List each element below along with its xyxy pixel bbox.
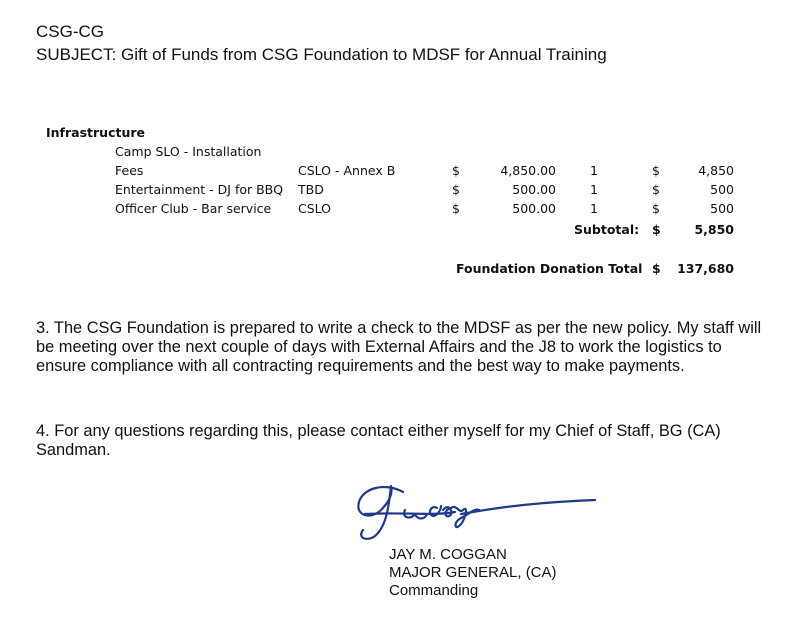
currency-symbol: $	[652, 163, 660, 178]
unit-cost: 500.00	[512, 182, 556, 197]
currency-symbol: $	[652, 222, 661, 237]
signer-name: JAY M. COGGAN	[389, 546, 507, 563]
item-name: Camp SLO - Installation	[115, 144, 262, 159]
office-symbol: CSG-CG	[36, 22, 104, 41]
currency-symbol: $	[652, 182, 660, 197]
handwritten-signature	[345, 474, 615, 554]
vendor: CSLO	[298, 201, 332, 216]
subtotal-label: Subtotal:	[574, 222, 640, 237]
currency-symbol: $	[652, 201, 660, 216]
currency-symbol: $	[652, 261, 661, 276]
grand-total-value: 137,680	[677, 261, 734, 276]
unit-cost: 4,850.00	[500, 163, 556, 178]
item-name-continued: Fees	[115, 163, 144, 178]
grand-total-label: Foundation Donation Total	[456, 261, 643, 276]
quantity: 1	[590, 182, 598, 197]
unit-cost: 500.00	[512, 201, 556, 216]
item-name: Entertainment - DJ for BBQ	[115, 182, 284, 197]
currency-symbol: $	[452, 201, 460, 216]
vendor: TBD	[298, 182, 324, 197]
subtotal-value: 5,850	[694, 222, 734, 237]
vendor: CSLO - Annex B	[298, 163, 396, 178]
signer-rank: MAJOR GENERAL, (CA)	[389, 564, 557, 581]
section-heading: Infrastructure	[46, 125, 145, 140]
quantity: 1	[590, 201, 598, 216]
line-total: 4,850	[698, 163, 734, 178]
currency-symbol: $	[452, 182, 460, 197]
paragraph-3: 3. The CSG Foundation is prepared to write a check to the MDSF as per the new policy. My staff will be meeting over the next couple of days with External Affairs and the J8 to work the logistics to ensure compliance with all contracting requirements and the best way to make payments.	[36, 319, 762, 375]
subject-line: SUBJECT: Gift of Funds from CSG Foundation to MDSF for Annual Training	[36, 45, 607, 64]
line-total: 500	[710, 182, 734, 197]
currency-symbol: $	[452, 163, 460, 178]
paragraph-4: 4. For any questions regarding this, please contact either myself for my Chief of Staff, BG (CA) Sandman.	[36, 422, 721, 459]
line-total: 500	[710, 201, 734, 216]
quantity: 1	[590, 163, 598, 178]
item-name: Officer Club - Bar service	[115, 201, 272, 216]
signer-title: Commanding	[389, 582, 479, 599]
